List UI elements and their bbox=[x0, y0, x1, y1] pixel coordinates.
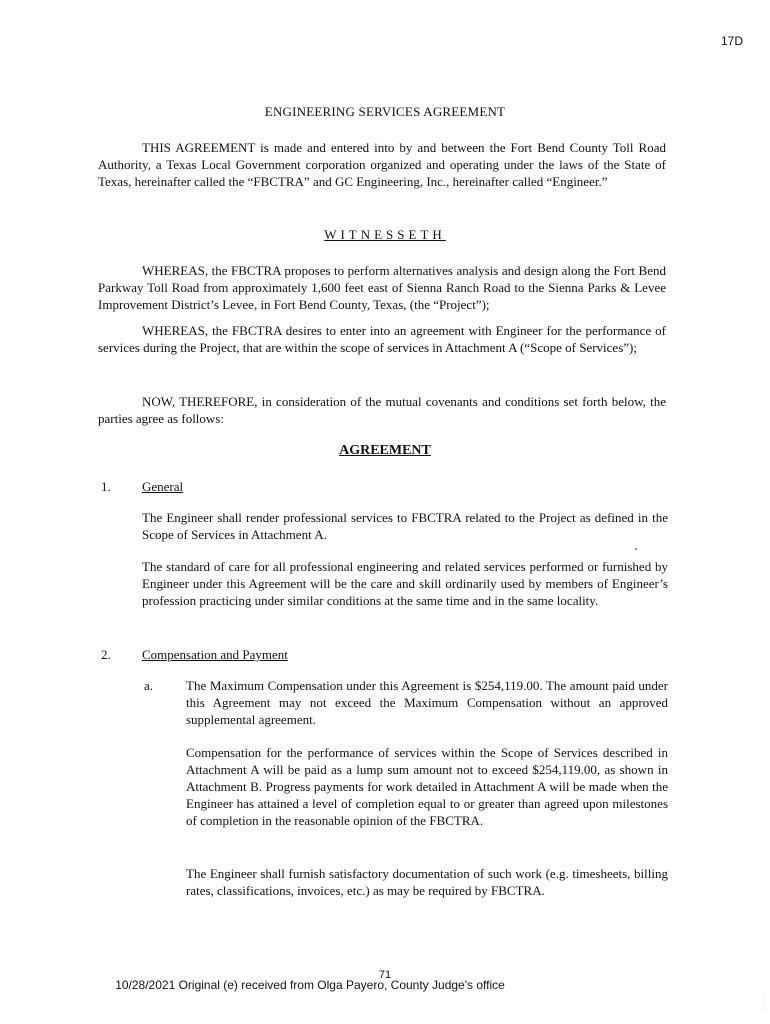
section-paragraph: The standard of care for all professional engineering and related services performed or furnished by Engineer under this Agreement will be the care and skill ordinarily used by members of Engineer’s profession practicing under similar conditions at the same time and in the same locality. bbox=[142, 559, 668, 608]
section-title-general: General bbox=[142, 479, 184, 494]
agreement-heading: AGREEMENT bbox=[339, 443, 431, 458]
document-title: ENGINEERING SERVICES AGREEMENT bbox=[264, 104, 506, 119]
subsection-paragraph: The Engineer shall furnish satisfactory documentation of such work (e.g. timesheets, billing rates, classifications, invoices, etc.) as may be required by FBCTRA. bbox=[186, 866, 668, 898]
scan-speck bbox=[635, 548, 637, 550]
subsection-paragraph: The Maximum Compensation under this Agreement is $254,119.00. The amount paid under this Agreement may not exceed the Maximum Compensation without an approved supplemental agreement. bbox=[186, 678, 668, 727]
scan-edge-marks: · · · bbox=[764, 992, 766, 1012]
section-number: 2. bbox=[101, 647, 111, 662]
now-therefore-paragraph: NOW, THEREFORE, in consideration of the mutual covenants and conditions set forth below, the parties agree as follows: bbox=[98, 394, 666, 426]
page-label: 17D bbox=[720, 34, 743, 48]
section-title-compensation: Compensation and Payment bbox=[142, 647, 288, 662]
intro-paragraph: THIS AGREEMENT is made and entered into by and between the Fort Bend County Toll Road Authority, a Texas Local Government corporation organized and operating under the laws of the State of Texas, hereinafter called the “FBCTRA” and GC Engineering, Inc., hereinafter called “Engineer.” bbox=[98, 140, 666, 189]
section-number: 1. bbox=[101, 479, 111, 494]
whereas-paragraph-1: WHEREAS, the FBCTRA proposes to perform alternatives analysis and design along the Fort Bend Parkway Toll Road from approximately 1,600 feet east of Sienna Ranch Road to the Sienna Parks & Levee Improvement District’s Levee, in Fort Bend County, Texas, (the “Project”); bbox=[98, 263, 666, 312]
page-number: 71 bbox=[378, 969, 392, 981]
whereas-paragraph-2: WHEREAS, the FBCTRA desires to enter into an agreement with Engineer for the performance of services during the Project, that are within the scope of services in Attachment A (“Scope of Services”); bbox=[98, 323, 666, 355]
subsection-paragraph: Compensation for the performance of services within the Scope of Services described in Attachment A will be paid as a lump sum amount not to exceed $254,119.00, as shown in Attachment B. Progress payments for work detailed in Attachment A will be made when the Engineer has attained a level of completion equal to or greater than agreed upon milestones of completion in the reasonable opinion of the FBCTRA. bbox=[186, 745, 668, 828]
section-paragraph: The Engineer shall render professional services to FBCTRA related to the Project as defined in the Scope of Services in Attachment A. bbox=[142, 510, 668, 542]
subsection-label: a. bbox=[144, 678, 154, 693]
footer-note: 10/28/2021 Original (e) received from Olga Payero, County Judge's office bbox=[115, 978, 505, 992]
witnesseth-heading: WITNESSETH bbox=[324, 227, 446, 242]
